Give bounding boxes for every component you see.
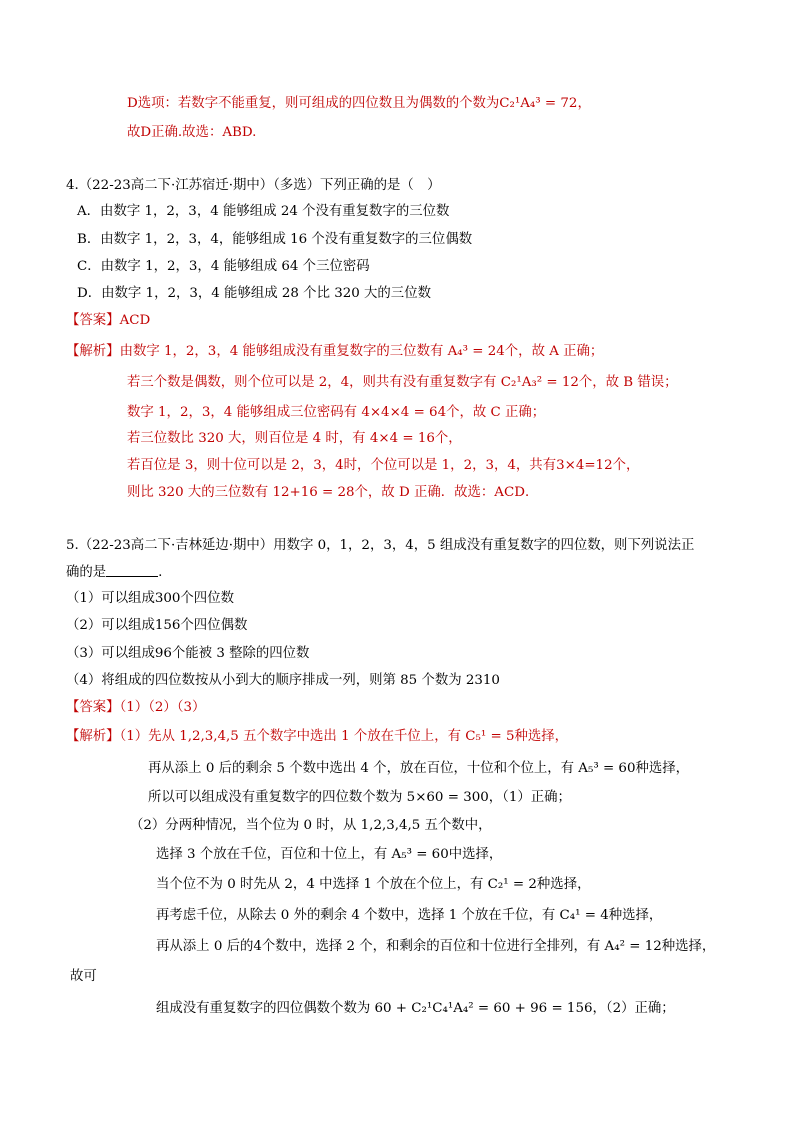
q4-answer-tag: 【答案】 xyxy=(66,313,120,328)
prev-line1-text: D选项：若数字不能重复，则可组成的四位数且为偶数的个数为 xyxy=(127,96,500,111)
q4-option-d: D．由数字 1，2，3，4 能够组成 28 个比 320 大的三位数 xyxy=(77,286,431,301)
q5-analysis-line-10: 组成没有重复数字的四位偶数个数为 60 + C₂¹C₄¹A₄² = 60 + 96 = 156，（2）正确； xyxy=(156,1001,675,1016)
q4-analysis-line-5: 若百位是 3，则十位可以是 2，3，4时，个位可以是 1，2，3，4，共有3×4=12个， xyxy=(127,458,640,473)
q4-option-c: C．由数字 1，2，3，4 能够组成 64 个三位密码 xyxy=(77,259,370,274)
q5-analysis-line-8: 再从添上 0 后的4个数中，选择 2 个，和剩余的百位和十位进行全排列，有 A₄² = 12种选择， xyxy=(156,939,716,954)
q4-analysis-line-6: 则比 320 大的三位数有 12+16 = 28个，故 D 正确．故选：ACD． xyxy=(127,485,539,500)
q5-stem-line-1: 5.（22-23高二下·吉林延边·期中）用数字 0，1，2，3，4，5 组成没有重复数字的四位数，则下列说法正 xyxy=(66,538,695,553)
q5-answer-value: （1）（2）（3） xyxy=(119,700,206,715)
q5-analysis-line-6: 当个位不为 0 时先从 2，4 中选择 1 个放在个位上，有 C₂¹ = 2种选择， xyxy=(156,877,591,892)
q5-item-4: （4）将组成的四位数按从小到大的顺序排成一列，则第 85 个数为 2310 xyxy=(66,673,500,688)
q5-analysis-text-1: （1）先从 1,2,3,4,5 五个数字中选出 1 个放在千位上，有 C₅¹ = 5种选择， xyxy=(119,729,569,744)
q5-analysis-tag: 【解析】 xyxy=(66,729,120,744)
q4-analysis-line-4: 若三位数比 320 大，则百位是 4 时，有 4×4 = 16个， xyxy=(127,431,462,446)
q5-answer-tag: 【答案】 xyxy=(66,700,120,715)
q4-stem: 4.（22-23高二下·江苏宿迁·期中）（多选）下列正确的是（ ） xyxy=(66,178,441,193)
prev-line1-formula: C₂¹A₄³ = 72 xyxy=(499,96,578,111)
q4-analysis-line-2: 若三个数是偶数，则个位可以是 2，4，则共有没有重复数字有 C₂¹A₃² = 12个，故 B 错误； xyxy=(127,375,678,390)
q4-analysis-line-1 xyxy=(66,343,603,361)
q5-analysis-line-3: 所以可以组成没有重复数字的四位数个数为 5×60 = 300，（1）正确； xyxy=(148,790,571,805)
q4-analysis-tag: 【解析】 xyxy=(66,344,120,359)
q5-stem2-text: 确的是 xyxy=(66,565,107,580)
q5-item-3: （3）可以组成96个能被 3 整除的四位数 xyxy=(66,646,310,661)
q5-stem-line-2 xyxy=(66,564,162,582)
q5-answer-line xyxy=(66,699,205,717)
q4-option-b: B．由数字 1，2，3，4，能够组成 16 个没有重复数字的三位偶数 xyxy=(77,232,473,247)
q5-analysis-line-7: 再考虑千位，从除去 0 外的剩余 4 个数中，选择 1 个放在千位，有 C₄¹ = 4种选择， xyxy=(156,908,663,923)
q4-analysis-text-1: 由数字 1，2，3，4 能够组成没有重复数字的三位数有 A₄³ = 24个，故 A 正确； xyxy=(119,344,604,359)
prev-conclusion-line: 故D正确.故选：ABD. xyxy=(127,125,257,140)
q4-answer-value: ACD xyxy=(119,313,151,328)
q5-stem2-end: . xyxy=(158,565,163,580)
q5-item-2: （2）可以组成156个四位偶数 xyxy=(66,618,248,633)
q5-analysis-line-4: （2）分两种情况，当个位为 0 时，从 1,2,3,4,5 五个数中， xyxy=(130,818,492,833)
q5-analysis-line-2: 再从添上 0 后的剩余 5 个数中选出 4 个，放在百位，十位和个位上，有 A₅³ = 60种选择， xyxy=(148,761,690,776)
q5-analysis-line-5: 选择 3 个放在千位，百位和十位上，有 A₅³ = 60中选择， xyxy=(156,847,503,862)
prev-option-d-line xyxy=(127,95,591,113)
q5-analysis-line-1 xyxy=(66,728,568,746)
answer-blank xyxy=(106,564,158,577)
q4-option-a: A．由数字 1，2，3，4 能够组成 24 个没有重复数字的三位数 xyxy=(77,204,450,219)
q4-analysis-line-3: 数字 1，2，3，4 能够组成三位密码有 4×4×4 = 64个，故 C 正确； xyxy=(127,405,546,420)
prev-line1-end: ， xyxy=(577,96,591,111)
q5-analysis-line-9: 故可 xyxy=(70,969,97,984)
q4-answer-line xyxy=(66,312,150,330)
q5-item-1: （1）可以组成300个四位数 xyxy=(66,591,234,606)
